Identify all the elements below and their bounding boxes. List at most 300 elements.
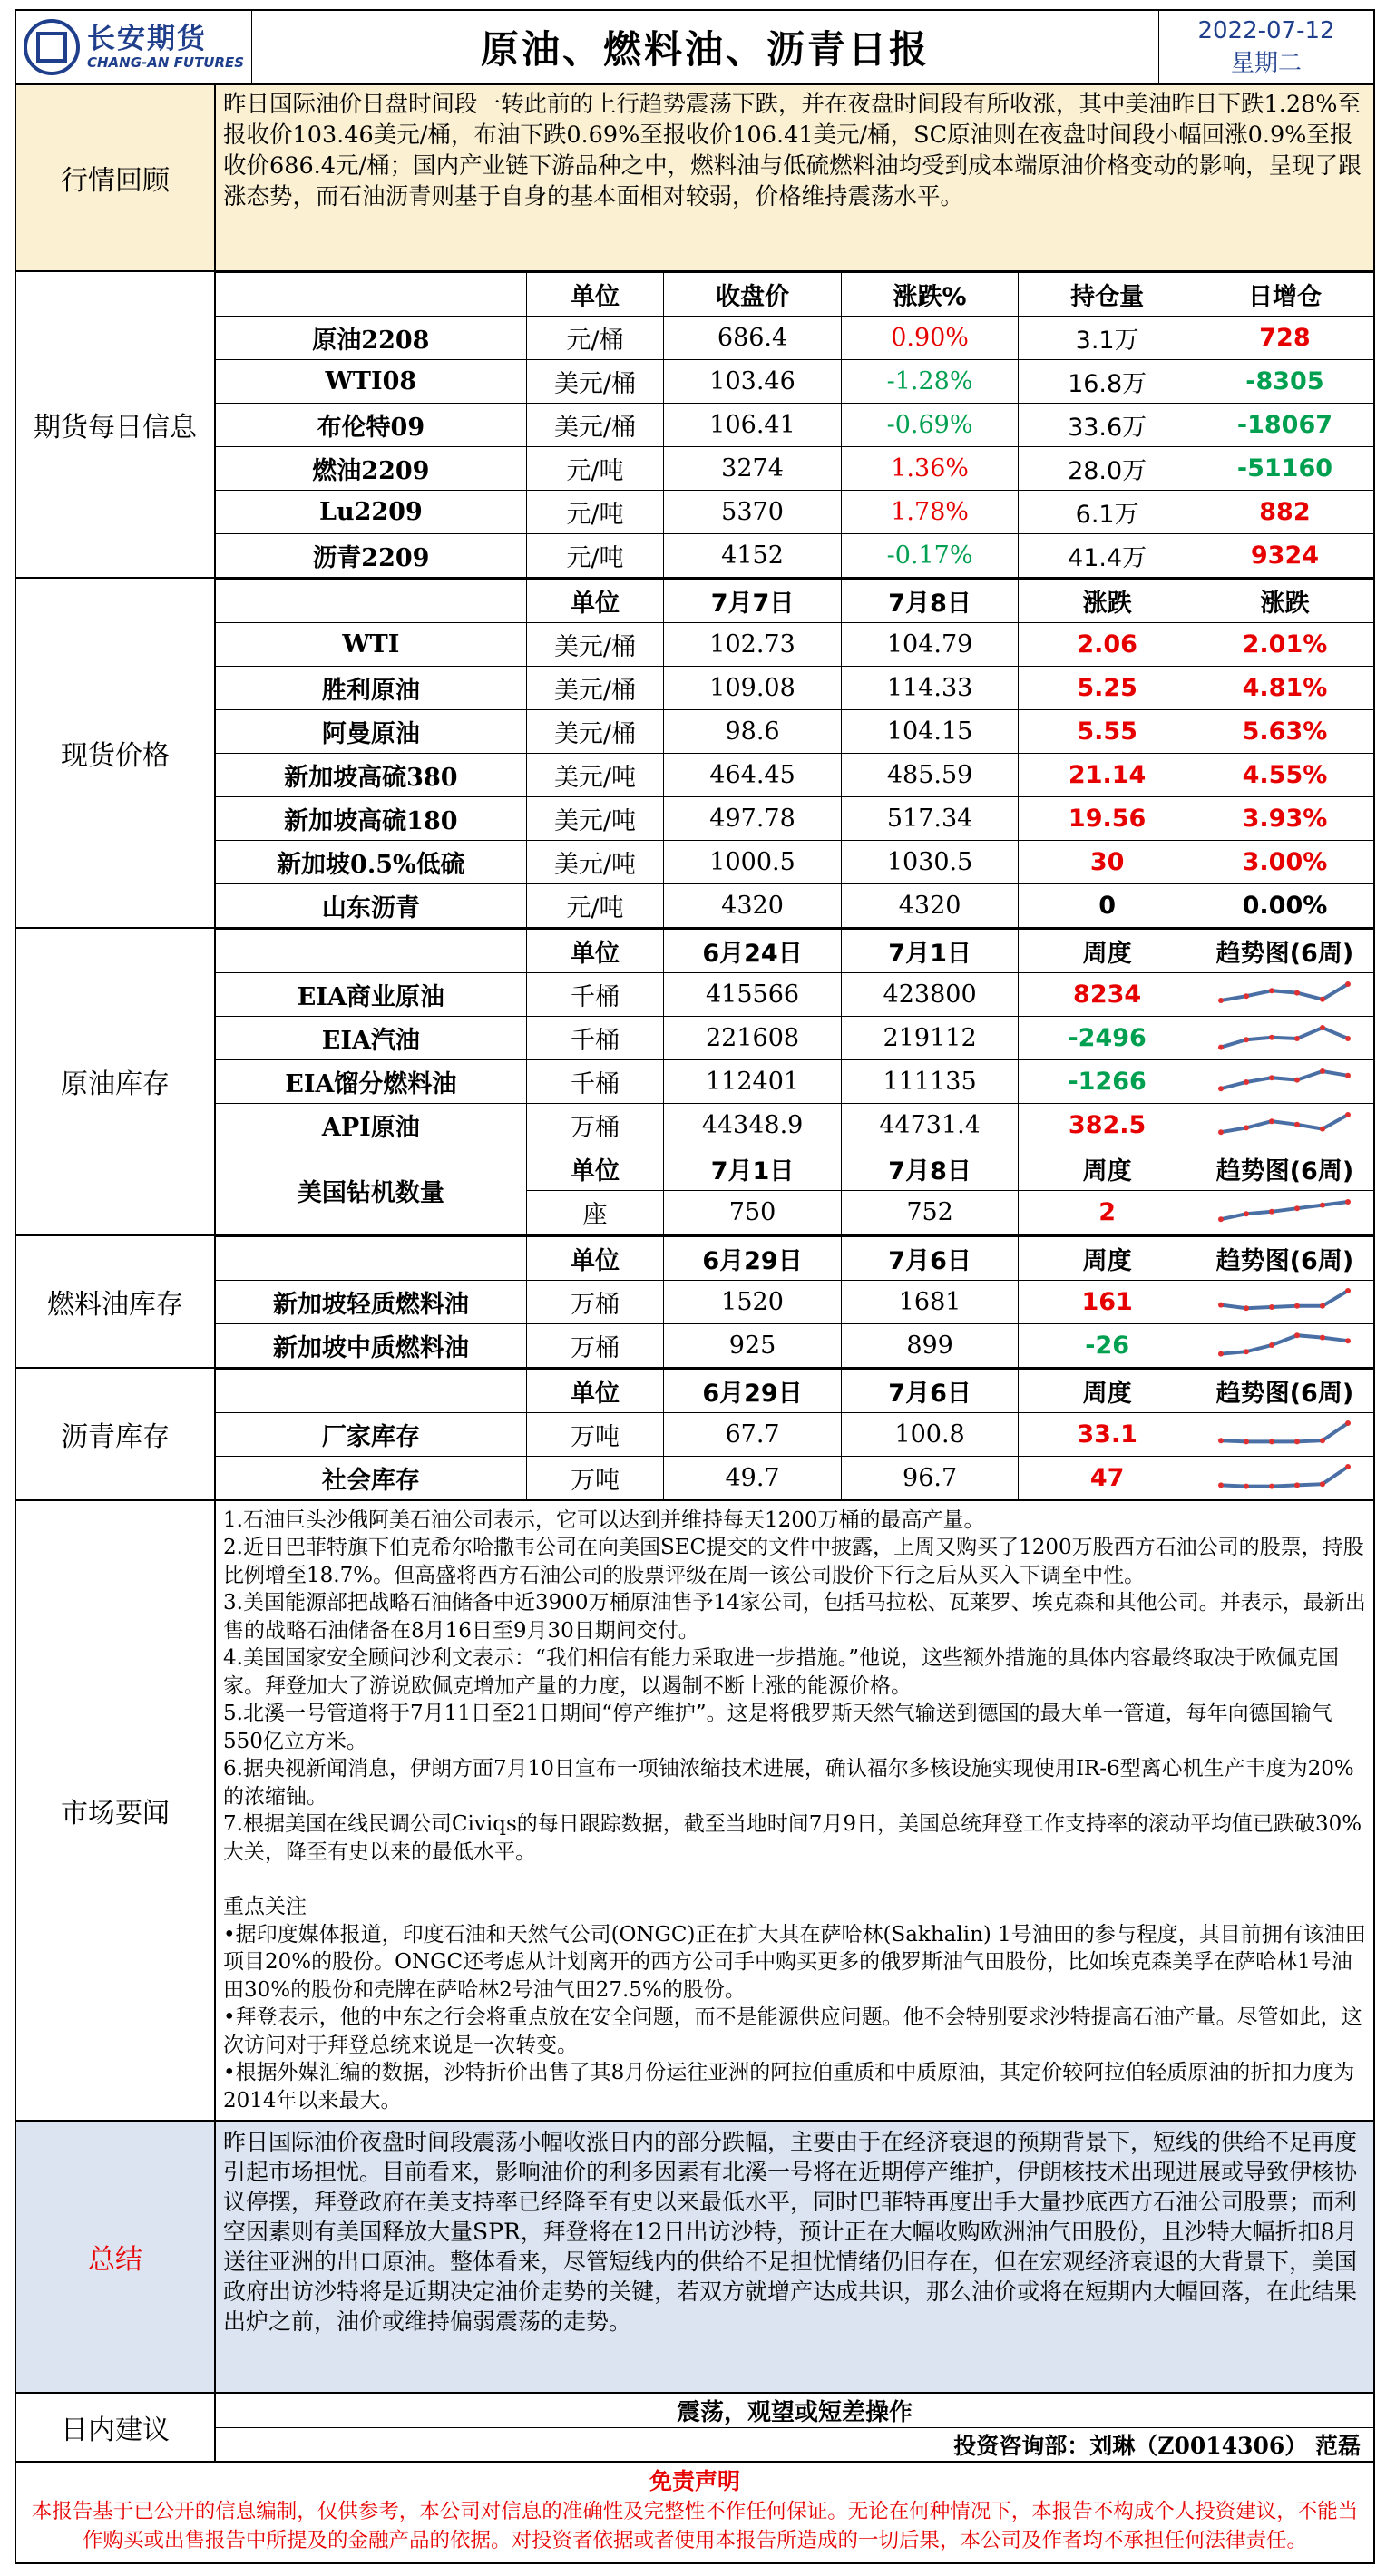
weekly-change: 47 xyxy=(1019,1456,1196,1499)
trend-point xyxy=(1320,1202,1325,1207)
daily-report-sheet xyxy=(15,9,1375,2564)
trend-point xyxy=(1244,1125,1249,1130)
price-day1: 98.6 xyxy=(664,710,842,754)
trend-sparkline xyxy=(1216,1286,1352,1317)
trend-point xyxy=(1269,1304,1274,1310)
trend-chart-cell xyxy=(1196,1191,1373,1234)
column-header: 趋势图(6周) xyxy=(1196,1369,1373,1412)
table-row xyxy=(216,754,1373,797)
price-change: 2.06 xyxy=(1019,623,1196,667)
trend-point xyxy=(1218,1044,1224,1049)
table-row xyxy=(216,1323,1373,1367)
company-logo xyxy=(16,11,252,83)
trend-point xyxy=(1345,1072,1351,1078)
column-header: 7月8日 xyxy=(841,580,1019,623)
weekly-change: -26 xyxy=(1019,1323,1196,1367)
price-change-pct: 2.01% xyxy=(1196,623,1373,667)
unit: 千桶 xyxy=(526,973,664,1017)
price-change: 21.14 xyxy=(1019,754,1196,797)
product-name: 阿曼原油 xyxy=(216,710,526,754)
column-header: 单位 xyxy=(526,1147,664,1191)
column-header: 趋势图(6周) xyxy=(1196,1236,1373,1280)
value-period1: 49.7 xyxy=(664,1456,842,1499)
unit: 万桶 xyxy=(526,1323,664,1367)
column-header: 单位 xyxy=(526,1369,664,1412)
trend-point xyxy=(1320,996,1325,1001)
unit: 千桶 xyxy=(526,1017,664,1060)
summary-section xyxy=(16,2122,1373,2394)
price-day2: 4320 xyxy=(841,884,1019,928)
trend-point xyxy=(1269,1118,1274,1124)
trend-point xyxy=(1320,1126,1325,1131)
trend-line xyxy=(1221,1028,1348,1048)
trend-point xyxy=(1218,1438,1224,1443)
trend-sparkline xyxy=(1216,1197,1352,1228)
unit: 座 xyxy=(526,1191,664,1234)
value-period2: 100.8 xyxy=(841,1412,1019,1456)
price-change-pct: 5.63% xyxy=(1196,710,1373,754)
trend-line xyxy=(1221,1071,1348,1088)
spot-table xyxy=(216,579,1373,927)
oi-change: 9324 xyxy=(1196,534,1373,578)
trend-point xyxy=(1294,1482,1300,1488)
trend-point xyxy=(1345,981,1351,987)
spot-label: 现货价格 xyxy=(16,579,216,927)
crude-inventory-label: 原油库存 xyxy=(16,929,216,1234)
value-period1: 750 xyxy=(664,1191,842,1234)
futures-section xyxy=(16,272,1373,579)
unit: 元/吨 xyxy=(526,884,664,928)
table-header-row xyxy=(216,1236,1373,1280)
asphalt-inventory-section xyxy=(16,1369,1373,1501)
trend-point xyxy=(1244,1349,1249,1354)
trend-chart-cell xyxy=(1196,1323,1373,1367)
price-change: 19.56 xyxy=(1019,797,1196,841)
column-header: 7月6日 xyxy=(841,1236,1019,1280)
column-header: 涨跌 xyxy=(1196,580,1373,623)
unit: 万桶 xyxy=(526,1280,664,1323)
trend-point xyxy=(1269,1034,1274,1039)
column-header: 周度 xyxy=(1019,930,1196,973)
unit: 万吨 xyxy=(526,1456,664,1499)
price-change-pct: 4.81% xyxy=(1196,667,1373,710)
trend-point xyxy=(1294,1077,1300,1082)
trend-sparkline xyxy=(1216,1462,1352,1493)
close-price: 686.4 xyxy=(664,317,842,360)
price-day2: 1030.5 xyxy=(841,841,1019,884)
column-header: 单位 xyxy=(526,1236,664,1280)
inventory-name: 新加坡轻质燃料油 xyxy=(216,1280,526,1323)
trend-point xyxy=(1320,1025,1325,1030)
trend-point xyxy=(1244,1037,1249,1042)
unit: 美元/桶 xyxy=(526,710,664,754)
column-header xyxy=(216,1236,526,1280)
rig-header-row xyxy=(216,1147,1373,1191)
inventory-name: 厂家库存 xyxy=(216,1412,526,1456)
value-period2: 423800 xyxy=(841,973,1019,1017)
table-row xyxy=(216,973,1373,1017)
value-period1: 415566 xyxy=(664,973,842,1017)
crude-inventory-table xyxy=(216,929,1373,1234)
trend-point xyxy=(1345,1420,1351,1426)
close-price: 103.46 xyxy=(664,360,842,404)
trend-point xyxy=(1218,1482,1224,1488)
trend-sparkline xyxy=(1216,980,1352,1010)
trend-point xyxy=(1218,1086,1224,1091)
column-header xyxy=(216,1369,526,1412)
trend-point xyxy=(1294,1036,1300,1041)
table-row xyxy=(216,884,1373,928)
report-weekday: 星期二 xyxy=(1230,50,1302,77)
value-period2: 219112 xyxy=(841,1017,1019,1060)
inventory-name: EIA馏分燃料油 xyxy=(216,1060,526,1104)
unit: 元/吨 xyxy=(526,447,664,491)
trend-line xyxy=(1221,1202,1348,1219)
price-change-pct: 3.93% xyxy=(1196,797,1373,841)
product-name: 新加坡高硫380 xyxy=(216,754,526,797)
value-period2: 1681 xyxy=(841,1280,1019,1323)
column-header xyxy=(216,273,526,317)
table-row xyxy=(216,1280,1373,1323)
market-news-body xyxy=(216,1501,1373,2121)
report-title: 原油、燃料油、沥青日报 xyxy=(252,11,1159,83)
table-row xyxy=(216,1104,1373,1147)
trend-point xyxy=(1320,1481,1325,1487)
trend-point xyxy=(1320,1335,1325,1341)
rig-count-name: 美国钻机数量 xyxy=(216,1147,526,1234)
column-header: 6月24日 xyxy=(664,930,842,973)
inventory-name: 新加坡中质燃料油 xyxy=(216,1323,526,1367)
table-header-row xyxy=(216,1369,1373,1412)
trend-chart-cell xyxy=(1196,1456,1373,1499)
value-period2: 44731.4 xyxy=(841,1104,1019,1147)
trend-point xyxy=(1218,1216,1224,1222)
trend-line xyxy=(1221,1115,1348,1132)
price-day1: 1000.5 xyxy=(664,841,842,884)
table-row xyxy=(216,710,1373,754)
oi-change: -8305 xyxy=(1196,360,1373,404)
column-header: 7月7日 xyxy=(664,580,842,623)
unit: 美元/桶 xyxy=(526,667,664,710)
trend-point xyxy=(1320,1438,1325,1443)
change-pct: 0.90% xyxy=(841,317,1019,360)
weekly-change: 161 xyxy=(1019,1280,1196,1323)
news-item: 6.据央视新闻消息，伊朗方面7月10日宣布一项铀浓缩技术进展，确认福尔多核设施实现使用IR-6型离心机生产丰度为20%的浓缩铀。 xyxy=(223,1757,1354,1809)
disclaimer xyxy=(16,2463,1373,2562)
column-header: 周度 xyxy=(1019,1147,1196,1191)
price-day1: 109.08 xyxy=(664,667,842,710)
value-period2: 111135 xyxy=(841,1060,1019,1104)
price-day2: 517.34 xyxy=(841,797,1019,841)
table-row xyxy=(216,491,1373,534)
trend-point xyxy=(1244,1305,1249,1311)
trend-point xyxy=(1320,1303,1325,1309)
price-day2: 104.79 xyxy=(841,623,1019,667)
disclaimer-title: 免责声明 xyxy=(649,2468,740,2494)
advice-section xyxy=(16,2394,1373,2463)
news-item: 3.美国能源部把战略石油储备中近3900万桶原油售予14家公司，包括马拉松、瓦莱罗、埃克森和其他公司。并表示，最新出售的战略石油储备在8月16日至9月30日期间交付。 xyxy=(223,1591,1366,1643)
table-header-row xyxy=(216,273,1373,317)
change-pct: -0.17% xyxy=(841,534,1019,578)
inventory-name: API原油 xyxy=(216,1104,526,1147)
column-header: 持仓量 xyxy=(1019,273,1196,317)
price-day2: 114.33 xyxy=(841,667,1019,710)
table-row xyxy=(216,534,1373,578)
trend-point xyxy=(1244,993,1249,999)
trend-point xyxy=(1218,1303,1224,1308)
price-change: 0 xyxy=(1019,884,1196,928)
trend-chart-cell xyxy=(1196,1060,1373,1104)
price-day2: 485.59 xyxy=(841,754,1019,797)
news-item: 1.石油巨头沙俄阿美石油公司表示，它可以达到并维持每天1200万桶的最高产量。 xyxy=(223,1508,985,1532)
price-day1: 4320 xyxy=(664,884,842,928)
unit: 美元/桶 xyxy=(526,404,664,447)
oi-change: -51160 xyxy=(1196,447,1373,491)
contract-name: 原油2208 xyxy=(216,317,526,360)
table-header-row xyxy=(216,580,1373,623)
table-row xyxy=(216,1060,1373,1104)
column-header: 6月29日 xyxy=(664,1236,842,1280)
focus-item: •根据外媒汇编的数据，沙特折价出售了其8月份运往亚洲的阿拉伯重质和中质原油，其定价较阿拉伯轻质原油的折扣力度为2014年以来最大。 xyxy=(223,2061,1355,2113)
column-header: 单位 xyxy=(526,930,664,973)
weekly-change: 382.5 xyxy=(1019,1104,1196,1147)
trend-sparkline xyxy=(1216,1023,1352,1054)
trend-point xyxy=(1218,998,1224,1003)
column-header: 收盘价 xyxy=(664,273,842,317)
column-header: 7月6日 xyxy=(841,1369,1019,1412)
value-period1: 221608 xyxy=(664,1017,842,1060)
inventory-name: EIA汽油 xyxy=(216,1017,526,1060)
weekly-change: 33.1 xyxy=(1019,1412,1196,1456)
logo-emblem-icon xyxy=(24,19,80,75)
weekly-change: -2496 xyxy=(1019,1017,1196,1060)
focus-item: •拜登表示，他的中东之行会将重点放在安全问题，而不是能源供应问题。他不会特别要求沙特提高石油产量。尽管如此，这次访问对于拜登总统来说是一次转变。 xyxy=(223,2005,1362,2057)
column-header: 趋势图(6周) xyxy=(1196,930,1373,973)
trend-point xyxy=(1294,1332,1300,1338)
asphalt-inventory-label: 沥青库存 xyxy=(16,1369,216,1499)
weekly-change: -1266 xyxy=(1019,1060,1196,1104)
trend-point xyxy=(1345,1199,1351,1205)
value-period2: 752 xyxy=(841,1191,1019,1234)
trend-point xyxy=(1345,1288,1351,1293)
value-period2: 96.7 xyxy=(841,1456,1019,1499)
price-day1: 497.78 xyxy=(664,797,842,841)
price-change: 5.25 xyxy=(1019,667,1196,710)
unit: 元/吨 xyxy=(526,534,664,578)
trend-line xyxy=(1221,1291,1348,1308)
trend-point xyxy=(1345,1464,1351,1469)
trend-point xyxy=(1218,1351,1224,1357)
open-interest: 16.8万 xyxy=(1019,360,1196,404)
close-price: 4152 xyxy=(664,534,842,578)
contract-name: WTI08 xyxy=(216,360,526,404)
column-header: 涨跌 xyxy=(1019,580,1196,623)
trend-point xyxy=(1294,990,1300,995)
price-change-pct: 4.55% xyxy=(1196,754,1373,797)
advice-text: 震荡，观望或短差操作 xyxy=(216,2394,1373,2428)
table-header-row xyxy=(216,930,1373,973)
inventory-name: 社会库存 xyxy=(216,1456,526,1499)
table-row xyxy=(216,447,1373,491)
column-header: 周度 xyxy=(1019,1369,1196,1412)
trend-point xyxy=(1269,988,1274,993)
inventory-name: EIA商业原油 xyxy=(216,973,526,1017)
fuel-inventory-label: 燃料油库存 xyxy=(16,1236,216,1367)
close-price: 106.41 xyxy=(664,404,842,447)
market-review-text: 昨日国际油价日盘时间段一转此前的上行趋势震荡下跌，并在夜盘时间段有所收涨，其中美油昨日下跌1.28%至报收价103.46美元/桶，布油下跌0.69%至报收价106.41美元/桶，SC原油则在夜盘时间段小幅回涨0.9%至报收价686.4元/桶；国内产业链下游品种之中，燃料油与低硫燃料油均受到成本端原油价格变动的影响，呈现了跟涨态势，而石油沥青则基于自身的基本面相对较弱，价格维持震荡水平。 xyxy=(223,91,1362,210)
unit: 元/桶 xyxy=(526,317,664,360)
weekly-change: 8234 xyxy=(1019,973,1196,1017)
unit: 万吨 xyxy=(526,1412,664,1456)
trend-point xyxy=(1294,1303,1300,1309)
value-period1: 1520 xyxy=(664,1280,842,1323)
open-interest: 33.6万 xyxy=(1019,404,1196,447)
trend-chart-cell xyxy=(1196,1104,1373,1147)
market-news-section xyxy=(16,1501,1373,2122)
weekly-change: 2 xyxy=(1019,1191,1196,1234)
trend-point xyxy=(1345,1036,1351,1041)
unit: 美元/桶 xyxy=(526,623,664,667)
trend-chart-cell xyxy=(1196,1412,1373,1456)
unit: 千桶 xyxy=(526,1060,664,1104)
contract-name: 布伦特09 xyxy=(216,404,526,447)
oi-change: 728 xyxy=(1196,317,1373,360)
trend-chart-cell xyxy=(1196,1017,1373,1060)
unit: 美元/吨 xyxy=(526,754,664,797)
price-change: 5.55 xyxy=(1019,710,1196,754)
trend-sparkline xyxy=(1216,1067,1352,1098)
trend-sparkline xyxy=(1216,1110,1352,1141)
price-day1: 102.73 xyxy=(664,623,842,667)
focus-item: •据印度媒体报道，印度石油和天然气公司(ONGC)正在扩大其在萨哈林(Sakhalin) 1号油田的参与程度，其目前拥有该油田项目20%的股份。ONGC还考虑从计划离开的西方公司手中购买更多的俄罗斯油气田股份，比如埃克森美孚在萨哈林1号油田30%的股份和壳牌在萨哈林2号油气田27.5%的股份。 xyxy=(223,1922,1366,2002)
table-row xyxy=(216,667,1373,710)
trend-point xyxy=(1294,1121,1300,1127)
summary-label: 总结 xyxy=(16,2122,216,2392)
open-interest: 28.0万 xyxy=(1019,447,1196,491)
column-header: 7月1日 xyxy=(664,1147,842,1191)
logo-en-text: CHANG-AN FUTURES xyxy=(87,54,245,71)
advice-label: 日内建议 xyxy=(16,2394,216,2461)
open-interest: 41.4万 xyxy=(1019,534,1196,578)
price-change-pct: 0.00% xyxy=(1196,884,1373,928)
open-interest: 6.1万 xyxy=(1019,491,1196,534)
news-item: 2.近日巴菲特旗下伯克希尔哈撒韦公司在向美国SEC提交的文件中披露，上周又购买了1200万股西方石油公司的股票，持股比例增至18.7%。但高盛将西方石油公司的股票评级在周一该公司股价下行之后从买入下调至中性。 xyxy=(223,1536,1364,1587)
price-day2: 104.15 xyxy=(841,710,1019,754)
value-period1: 67.7 xyxy=(664,1412,842,1456)
report-date-block xyxy=(1159,11,1373,83)
advisor-credit: 投资咨询部：刘琳（Z0014306） 范磊 xyxy=(953,2433,1361,2459)
asphalt-inventory-table xyxy=(216,1369,1373,1499)
futures-label: 期货每日信息 xyxy=(16,272,216,577)
trend-point xyxy=(1269,1208,1274,1214)
market-review-label: 行情回顾 xyxy=(16,85,216,270)
trend-point xyxy=(1244,1079,1249,1085)
disclaimer-text: 本报告基于已公开的信息编制，仅供参考，本公司对信息的准确性及完整性不作任何保证。无论在何种情况下，本报告不构成个人投资建议，不能当作购买或出售报告中所提及的金融产品的依据。对投资者依据或者使用本报告所造成的一切后果，本公司及作者均不承担任何法律责任。 xyxy=(31,2500,1359,2552)
change-pct: 1.78% xyxy=(841,491,1019,534)
product-name: 山东沥青 xyxy=(216,884,526,928)
trend-sparkline xyxy=(1216,1419,1352,1449)
price-day1: 464.45 xyxy=(664,754,842,797)
fuel-inventory-section xyxy=(16,1236,1373,1369)
trend-point xyxy=(1345,1112,1351,1117)
table-row xyxy=(216,404,1373,447)
column-header: 单位 xyxy=(526,580,664,623)
value-period2: 899 xyxy=(841,1323,1019,1367)
trend-line xyxy=(1221,1423,1348,1441)
unit: 美元/桶 xyxy=(526,360,664,404)
trend-point xyxy=(1345,1338,1351,1343)
product-name: 胜利原油 xyxy=(216,667,526,710)
unit: 美元/吨 xyxy=(526,841,664,884)
focus-title: 重点关注 xyxy=(223,1895,307,1918)
trend-point xyxy=(1244,1439,1249,1444)
change-pct: -0.69% xyxy=(841,404,1019,447)
contract-name: 燃油2209 xyxy=(216,447,526,491)
oi-change: -18067 xyxy=(1196,404,1373,447)
news-item: 4.美国国家安全顾问沙利文表示：“我们相信有能力采取进一步措施。”他说，这些额外措施的具体内容最终取决于欧佩克国家。拜登加大了游说欧佩克增加产量的力度，以遏制不断上涨的能源价格。 xyxy=(223,1646,1339,1698)
trend-point xyxy=(1218,1129,1224,1135)
contract-name: 沥青2209 xyxy=(216,534,526,578)
trend-chart-cell xyxy=(1196,1280,1373,1323)
trend-point xyxy=(1269,1484,1274,1489)
product-name: 新加坡0.5%低硫 xyxy=(216,841,526,884)
value-period1: 112401 xyxy=(664,1060,842,1104)
report-header xyxy=(16,11,1373,85)
column-header xyxy=(216,930,526,973)
trend-point xyxy=(1269,1342,1274,1348)
value-period1: 44348.9 xyxy=(664,1104,842,1147)
crude-inventory-section xyxy=(16,929,1373,1236)
table-row xyxy=(216,797,1373,841)
trend-line xyxy=(1221,1335,1348,1353)
table-row xyxy=(216,1456,1373,1499)
fuel-inventory-table xyxy=(216,1236,1373,1367)
close-price: 3274 xyxy=(664,447,842,491)
change-pct: 1.36% xyxy=(841,447,1019,491)
table-row xyxy=(216,841,1373,884)
unit: 元/吨 xyxy=(526,491,664,534)
summary-text: 昨日国际油价夜盘时间段震荡小幅收涨日内的部分跌幅，主要由于在经济衰退的预期背景下，短线的供给不足再度引起市场担忧。目前看来，影响油价的利多因素有北溪一号将在近期停产维护，伊朗核技术出现进展或导致伊核协议停摆，拜登政府在美支持率已经降至有史以来最低水平，同时巴菲特再度出手大量抄底西方石油公司股票；而利空因素则有美国释放大量SPR，拜登将在12日出访沙特，预计正在大幅收购欧洲油气田股份，且沙特大幅折扣8月送往亚洲的出口原油。整体看来，尽管短线内的供给不足担忧情绪仍旧存在，但在宏观经济衰退的大背景下，美国政府出访沙特将是近期决定油价走势的关键，若双方就增产达成共识，那么油价或将在短期内大幅回落，在此结果出炉之前，油价或维持偏弱震荡的走势。 xyxy=(223,2129,1358,2335)
market-news-label: 市场要闻 xyxy=(16,1501,216,2121)
trend-line xyxy=(1221,984,1348,1000)
table-row xyxy=(216,623,1373,667)
open-interest: 3.1万 xyxy=(1019,317,1196,360)
logo-cn-text: 长安期货 xyxy=(87,23,207,55)
report-date: 2022-07-12 xyxy=(1197,17,1335,44)
table-row xyxy=(216,1017,1373,1060)
price-change: 30 xyxy=(1019,841,1196,884)
value-period1: 925 xyxy=(664,1323,842,1367)
trend-line xyxy=(1221,1467,1348,1487)
news-item: 7.根据美国在线民调公司Civiqs的每日跟踪数据，截至当地时间7月9日，美国总统拜登工作支持率的滚动平均值已跌破30%大关，降至有史以来的最低水平。 xyxy=(223,1812,1362,1864)
spot-section xyxy=(16,579,1373,929)
market-review-section xyxy=(16,85,1373,272)
trend-point xyxy=(1269,1075,1274,1080)
trend-point xyxy=(1320,1068,1325,1074)
oi-change: 882 xyxy=(1196,491,1373,534)
column-header xyxy=(216,580,526,623)
column-header: 涨跌% xyxy=(841,273,1019,317)
trend-sparkline xyxy=(1216,1330,1352,1361)
table-row xyxy=(216,360,1373,404)
trend-point xyxy=(1294,1205,1300,1211)
column-header: 6月29日 xyxy=(664,1369,842,1412)
product-name: WTI xyxy=(216,623,526,667)
column-header: 周度 xyxy=(1019,1236,1196,1280)
column-header: 趋势图(6周) xyxy=(1196,1147,1373,1191)
column-header: 日增仓 xyxy=(1196,273,1373,317)
trend-point xyxy=(1269,1439,1274,1444)
